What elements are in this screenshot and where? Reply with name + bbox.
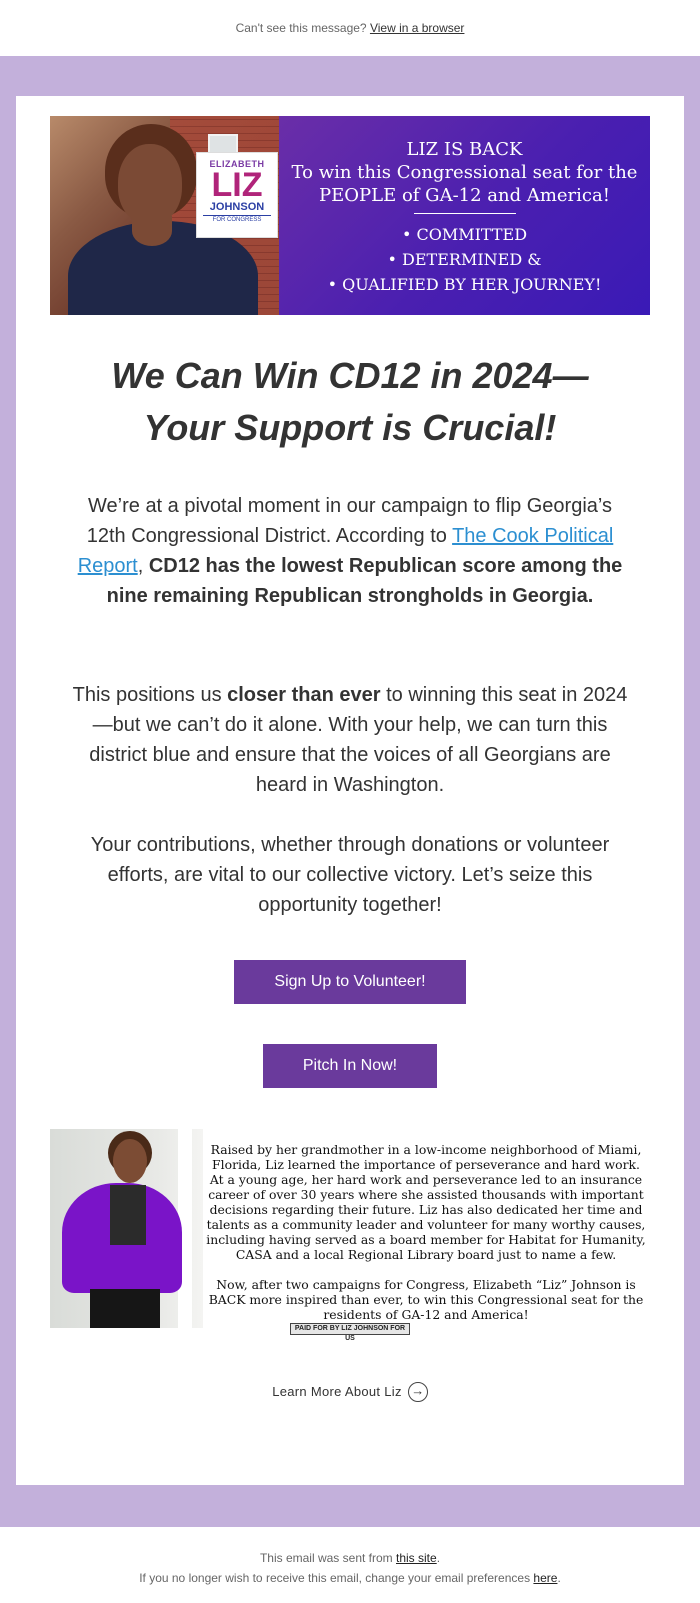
photo-face <box>118 144 182 224</box>
bio-paragraph-1: Raised by her grandmother in a low-income neighborhood of Miami, Florida, Liz learned the importance of perseverance and hard work. At a young age, her hard work and perseverance led to an insurance career of over 30 years where she assisted thousands with important decisions regarding their future. Liz has also dedicated her time and talents as a community leader and volunteer for many worthy causes, including having served as a board member for Habitat for Humanity, CASA and a local Regional Library board just to name a few. <box>206 1142 646 1262</box>
hero-bullet-1: • COMMITTED <box>401 225 528 244</box>
footer-line1-period: . <box>436 1551 441 1565</box>
hero-line-1: LIZ IS BACK <box>406 139 523 160</box>
title-line-1: We Can Win CD12 in 2024— <box>111 355 589 396</box>
campaign-logo <box>196 152 278 238</box>
hero-line-3: PEOPLE of GA-12 and America! <box>319 185 610 206</box>
email-preferences-link[interactable]: here <box>533 1571 558 1585</box>
paragraph1-bold: CD12 has the lowest Republican score among the nine remaining Republican strongholds in Georgia. <box>106 555 623 607</box>
paragraph-pivotal-moment <box>70 491 630 611</box>
footer <box>0 1527 700 1603</box>
footer-line2-period: . <box>557 1571 561 1585</box>
learn-more-link[interactable] <box>216 1380 484 1404</box>
paragraph2-bold: closer than ever <box>227 684 381 706</box>
pitch-in-button[interactable]: Pitch In Now! <box>263 1044 437 1088</box>
footer-sent-from: This email was sent from <box>259 1551 393 1565</box>
bio-photo <box>50 1129 203 1328</box>
footer-line-1 <box>0 1548 700 1568</box>
paragraph-closer-than-ever <box>70 680 630 800</box>
bio-photo-pants <box>90 1289 160 1328</box>
hero-message-panel <box>279 116 650 315</box>
footer-line-2 <box>0 1568 700 1588</box>
paragraph2-after: to winning this seat in 2024—but we can’t do it alone. With your help, we can turn this district blue and ensure that the voices of all Georgians are heard in Washington. <box>89 684 628 796</box>
paid-for-disclaimer: PAID FOR BY LIZ JOHNSON FOR US <box>290 1323 410 1335</box>
bio-paragraph-2: Now, after two campaigns for Congress, Elizabeth “Liz” Johnson is BACK more inspired than ever, to win this Congressional seat for the residents of GA-12 and America! <box>208 1277 644 1322</box>
view-browser-prefix: Can't see this message? <box>235 21 367 35</box>
top-bar <box>0 0 700 56</box>
arrow-right-circle-icon: → <box>408 1382 428 1402</box>
cook-political-report-link[interactable]: The Cook Political Report <box>77 525 614 577</box>
page-title <box>50 350 650 454</box>
logo-line3: JOHNSON <box>209 201 265 213</box>
paragraph2-before: This positions us <box>72 684 228 706</box>
paragraph1-text: We’re at a pivotal moment in our campaign to flip Georgia’s 12th Congressional District. According to <box>86 495 612 547</box>
hero-banner[interactable] <box>50 116 650 315</box>
title-line-2: Your Support is Crucial! <box>143 407 557 448</box>
hero-bullet-3: • QUALIFIED BY HER JOURNEY! <box>327 275 602 294</box>
volunteer-button[interactable]: Sign Up to Volunteer! <box>234 960 466 1004</box>
photo-neck <box>132 216 172 246</box>
logo-line4: FOR CONGRESS <box>203 215 271 223</box>
paragraph-contributions: Your contributions, whether through donations or volunteer efforts, are vital to our collective victory. Let’s seize this opportunity together! <box>90 834 610 916</box>
learn-more-label: Learn More About Liz <box>272 1384 402 1399</box>
bio-text <box>206 1142 646 1322</box>
candidate-photo <box>50 116 279 315</box>
view-in-browser-link[interactable]: View in a browser <box>369 21 465 35</box>
bio-photo-face <box>113 1139 147 1183</box>
logo-line1: ELIZABETH <box>209 159 265 169</box>
logo-line2: LIZ <box>211 166 263 204</box>
email-card <box>16 96 684 1485</box>
hero-divider <box>414 213 516 214</box>
footer-unsubscribe-text: If you no longer wish to receive this email, change your email preferences <box>139 1571 531 1585</box>
paragraph1-comma: , <box>137 555 144 577</box>
hero-bullet-2: • DETERMINED & <box>387 250 542 269</box>
this-site-link[interactable]: this site <box>396 1551 437 1565</box>
bio-photo-top <box>110 1185 146 1245</box>
hero-line-2: To win this Congressional seat for the <box>291 162 638 183</box>
